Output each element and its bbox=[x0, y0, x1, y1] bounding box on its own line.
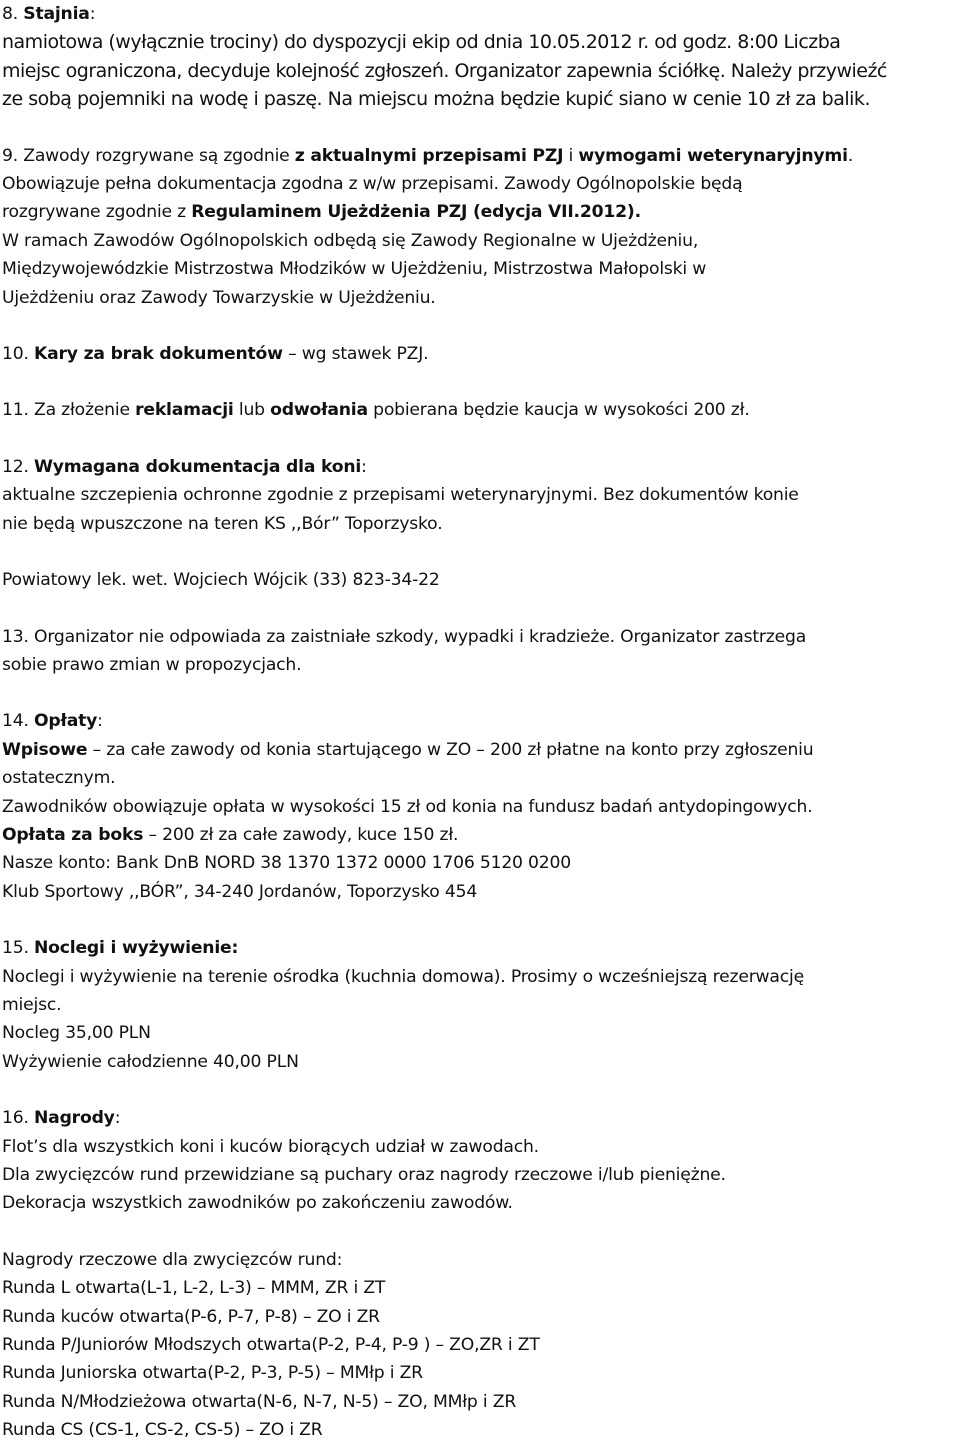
complaint-emphasis: reklamacji bbox=[135, 400, 234, 421]
appeal-emphasis: odwołania bbox=[270, 400, 368, 421]
section-14-heading: 14. Opłaty: bbox=[2, 711, 103, 732]
prizes-line-2: Dla zwycięzców rund przewidziane są puchary oraz nagrody rzeczowe i/lub pieniężne. bbox=[2, 1165, 726, 1185]
section-16-heading: 16. Nagrody: bbox=[2, 1108, 121, 1129]
prize-round-item: Runda CS (CS-1, CS-2, CS-5) – ZO i ZR bbox=[2, 1420, 323, 1441]
liability-line-2: sobie prawo zmian w propozycjach. bbox=[2, 654, 302, 675]
rules-line-2: Obowiązuje pełna dokumentacja zgodna z w/w przepisami. Zawody Ogólnopolskie będą bbox=[2, 174, 743, 195]
rules-line-3: rozgrywane zgodnie z Regulaminem Ujeżdżenia PZJ (edycja VII.2012). bbox=[2, 202, 641, 223]
prizes-list-header: Nagrody rzeczowe dla zwycięzców rund: bbox=[2, 1249, 343, 1270]
section-12-documentation bbox=[2, 453, 956, 595]
penalties-line: 10. Kary za brak dokumentów – wg stawek PZJ. bbox=[2, 344, 429, 365]
stables-line-3: ze sobą pojemniki na wodę i paszę. Na miejscu można będzie kupić siano w cenie 10 zł za balik. bbox=[2, 88, 870, 111]
board-price: Wyżywienie całodzienne 40,00 PLN bbox=[2, 1051, 299, 1072]
liability-line-1: 13. Organizator nie odpowiada za zaistniałe szkody, wypadki i kradzieże. Organizator zastrzega bbox=[2, 626, 807, 647]
prizes-line-1: Flot’s dla wszystkich koni i kuców biorących udział w zawodach. bbox=[2, 1136, 539, 1157]
stables-line-1: namiotowa (wyłącznie trociny) do dyspozycji ekip od dnia 10.05.2012 r. od godz. 8:00 Liczba bbox=[2, 31, 841, 54]
section-12-title: Wymagana dokumentacja dla koni bbox=[34, 456, 362, 477]
section-16-title: Nagrody bbox=[34, 1108, 115, 1129]
veterinarian-contact: Powiatowy lek. wet. Wojciech Wójcik (33) 823-34-22 bbox=[2, 570, 440, 591]
vet-requirements-emphasis: wymogami weterynaryjnymi bbox=[578, 145, 848, 166]
section-13-liability bbox=[2, 623, 956, 680]
section-8-heading: 8. Stajnia: bbox=[2, 4, 96, 24]
prize-round-item: Runda kuców otwarta(P-6, P-7, P-8) – ZO i ZR bbox=[2, 1306, 380, 1327]
documentation-line-2: nie będą wpuszczone na teren KS ,,Bór” Toporzysko. bbox=[2, 513, 443, 534]
section-8-title: Stajnia bbox=[23, 4, 90, 24]
prize-round-item: Runda Juniorska otwarta(P-2, P-3, P-5) – MMłp i ZR bbox=[2, 1363, 423, 1384]
entry-fee-line-2: ostatecznym. bbox=[2, 768, 116, 789]
section-11-protests bbox=[2, 396, 956, 424]
bank-account-line: Nasze konto: Bank DnB NORD 38 1370 1372 0000 1706 5120 0200 bbox=[2, 853, 571, 874]
accommodation-line-2: miejsc. bbox=[2, 994, 62, 1015]
pzj-rules-emphasis: z aktualnymi przepisami PZJ bbox=[294, 145, 564, 166]
section-10-penalties bbox=[2, 340, 956, 368]
lodging-price: Nocleg 35,00 PLN bbox=[2, 1023, 151, 1044]
doping-fee-line: Zawodników obowiązuje opłata w wysokości 15 zł od konia na fundusz badań antydopingowych. bbox=[2, 796, 813, 817]
section-15-accommodation bbox=[2, 934, 956, 1076]
section-15-title: Noclegi i wyżywienie: bbox=[34, 938, 239, 959]
stables-line-2: miejsc ograniczona, decyduje kolejność zgłoszeń. Organizator zapewnia ściółkę. Należy przywieźć bbox=[2, 59, 887, 82]
protests-line: 11. Za złożenie reklamacji lub odwołania pobierana będzie kaucja w wysokości 200 zł. bbox=[2, 400, 750, 421]
rules-line-1: 9. Zawody rozgrywane są zgodnie z aktualnymi przepisami PZJ i wymogami weterynaryjnymi. bbox=[2, 145, 854, 166]
rules-line-4: W ramach Zawodów Ogólnopolskich odbędą się Zawody Regionalne w Ujeżdżeniu, bbox=[2, 230, 699, 251]
documentation-line-1: aktualne szczepienia ochronne zgodnie z przepisami weterynaryjnymi. Bez dokumentów konie bbox=[2, 485, 799, 506]
rules-line-6: Ujeżdżeniu oraz Zawody Towarzyskie w Ujeżdżeniu. bbox=[2, 287, 436, 308]
section-9-rules bbox=[2, 142, 956, 312]
section-10-title: Kary za brak dokumentów bbox=[34, 344, 283, 365]
entry-fee-line: Wpisowe – za całe zawody od konia startującego w ZO – 200 zł płatne na konto przy zgłoszeniu bbox=[2, 739, 814, 760]
prize-round-item: Runda N/Młodzieżowa otwarta(N-6, N-7, N-5) – ZO, MMłp i ZR bbox=[2, 1391, 517, 1412]
prize-round-item: Runda P/Juniorów Młodszych otwarta(P-2, P-4, P-9 ) – ZO,ZR i ZT bbox=[2, 1335, 540, 1356]
section-16-prizes bbox=[2, 1104, 956, 1444]
club-address-line: Klub Sportowy ,,BÓR”, 34-240 Jordanów, Toporzysko 454 bbox=[2, 881, 478, 902]
box-fee-line: Opłata za boks – 200 zł za całe zawody, kuce 150 zł. bbox=[2, 824, 459, 845]
section-14-title: Opłaty bbox=[34, 711, 98, 732]
section-8-stables bbox=[2, 0, 956, 114]
entry-fee-label: Wpisowe bbox=[2, 739, 88, 760]
accommodation-line-1: Noclegi i wyżywienie na terenie ośrodka (kuchnia domowa). Prosimy o wcześniejszą rezerwację bbox=[2, 966, 804, 987]
prize-round-item: Runda L otwarta(L-1, L-2, L-3) – MMM, ZR i ZT bbox=[2, 1278, 386, 1299]
section-12-heading: 12. Wymagana dokumentacja dla koni: bbox=[2, 456, 367, 477]
dressage-regulations-emphasis: Regulaminem Ujeżdżenia PZJ (edycja VII.2012). bbox=[191, 202, 641, 223]
box-fee-label: Opłata za boks bbox=[2, 824, 144, 845]
section-15-heading: 15. Noclegi i wyżywienie: bbox=[2, 938, 239, 959]
rules-line-5: Międzywojewódzkie Mistrzostwa Młodzików w Ujeżdżeniu, Mistrzostwa Małopolski w bbox=[2, 259, 707, 280]
section-14-fees bbox=[2, 707, 956, 906]
prizes-line-3: Dekoracja wszystkich zawodników po zakończeniu zawodów. bbox=[2, 1193, 513, 1214]
